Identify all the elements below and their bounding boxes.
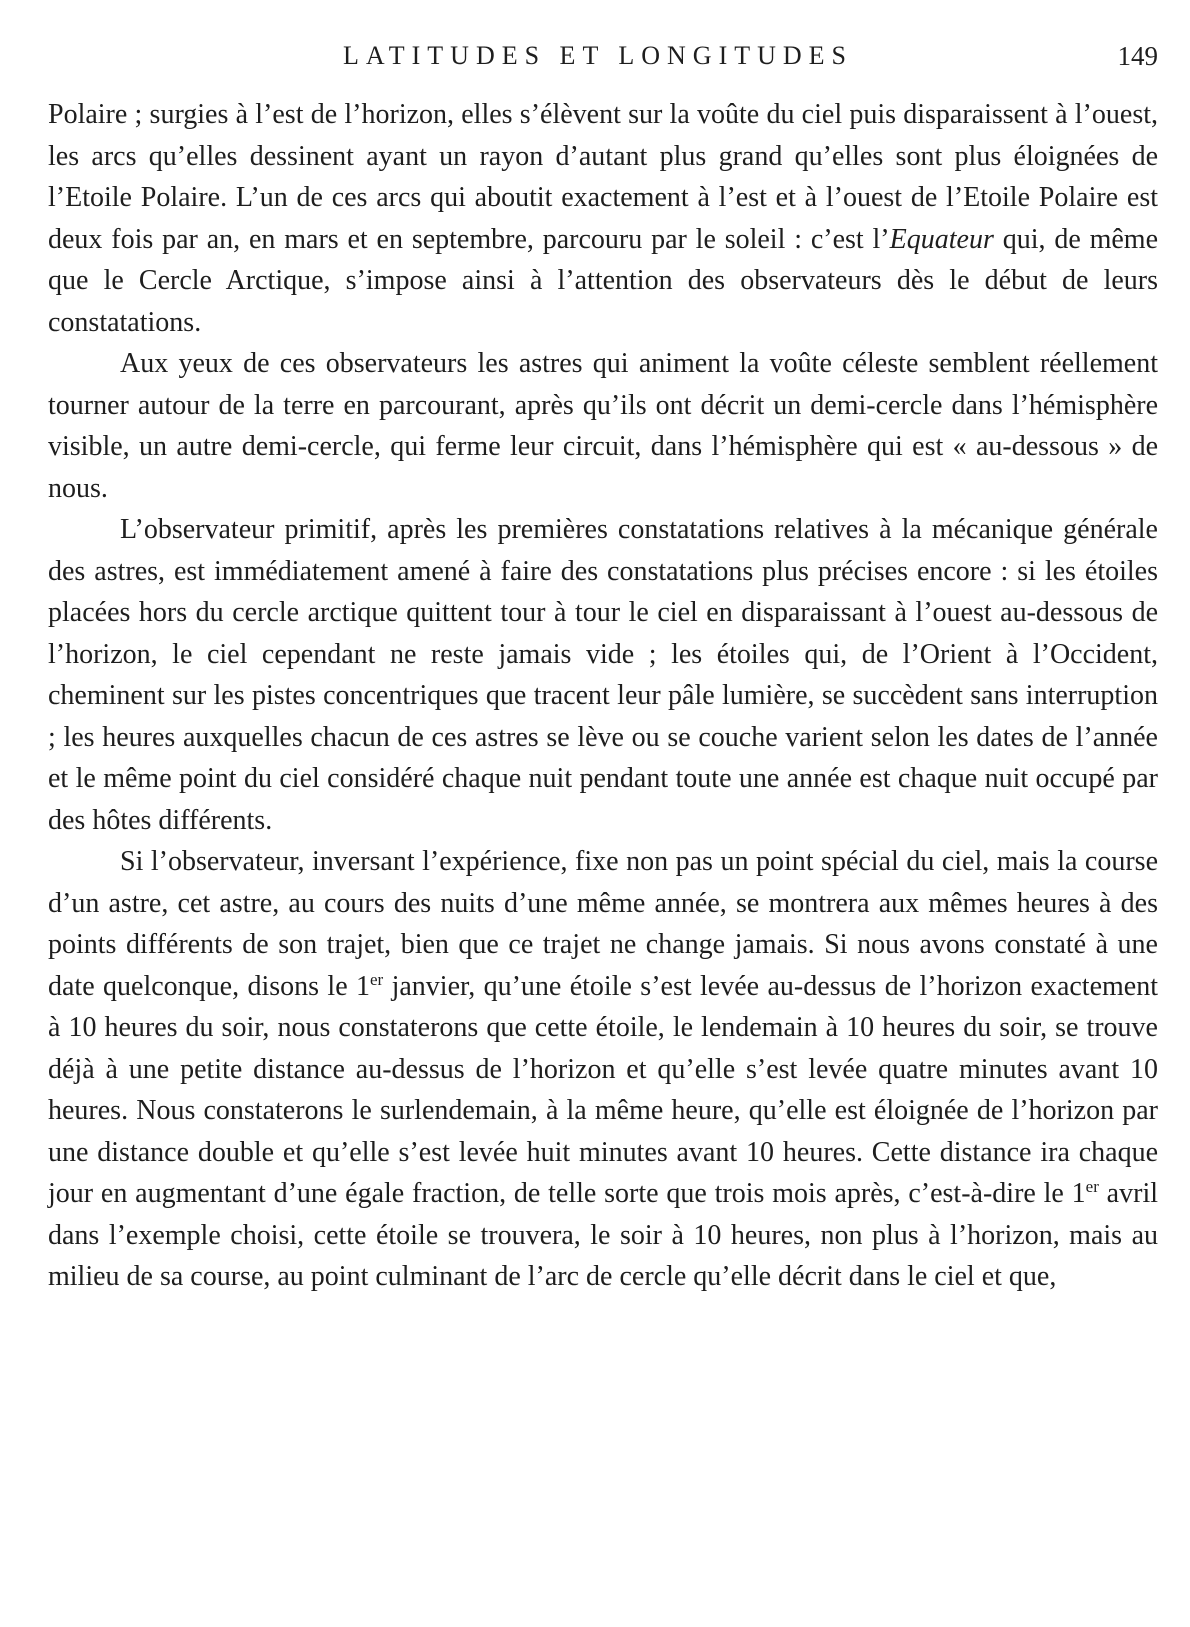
book-page	[48, 36, 1158, 1298]
paragraph	[48, 841, 1158, 1298]
page-number: 149	[1117, 41, 1158, 71]
running-title: LATITUDES ET LONGITUDES	[342, 41, 854, 70]
paragraph	[48, 94, 1158, 343]
italic-term: Equateur	[889, 223, 994, 255]
paragraph-text: L’observateur primitif, après les premières constatations relatives à la mécanique générale des astres, est immédiatement amené à faire des constatations plus précises encore : si les étoiles placées hors du cercle arctique quittent tour à tour le ciel en disparaissant à l’ouest au-dessous de l’horizon, le ciel cependant ne reste jamais vide ; les étoiles qui, de l’Orient à l’Occident, cheminent sur les pistes concentriques que tracent leur pâle lumière, se succèdent sans interruption ; les heures auxquelles chacun de ces astres se lève ou se couche varient selon les dates de l’année et le même point du ciel considéré chaque nuit pendant toute une année est chaque nuit occupé par des hôtes différents.	[48, 514, 1158, 836]
ordinal-superscript: er	[1085, 1177, 1099, 1196]
paragraph	[48, 343, 1158, 509]
ordinal-superscript: er	[370, 969, 384, 989]
paragraph	[48, 509, 1158, 841]
body-text	[48, 94, 1158, 1298]
paragraph-text: Aux yeux de ces observateurs les astres qui animent la voûte céleste semblent réellement tourner autour de la terre en parcourant, après qu’ils ont décrit un demi-cercle dans l’hémisphère visible, un autre demi-cercle, qui ferme leur circuit, dans l’hémisphère qui est « au-dessous » de nous.	[48, 348, 1158, 504]
paragraph-text: janvier, qu’une étoile s’est levée au-dessus de l’horizon exactement à 10 heures du soir, nous constaterons que cette étoile, le lendemain à 10 heures du soir, se trouve déjà à une petite distance au-dessus de l’horizon et qu’elle s’est levée quatre minutes avant 10 heures. Nous constaterons le surlendemain, à la même heure, qu’elle est éloignée de l’horizon par une distance double et qu’elle s’est levée huit minutes avant 10 heures. Cette distance ira chaque jour en augmentant d’une égale fraction, de telle sorte que trois mois après, c’est-à-dire le 1	[48, 970, 1158, 1209]
paragraph-text: Polaire ; surgies à l’est de l’horizon, elles s’élèvent sur la voûte du ciel puis disparaissent à l’ouest, les arcs qu’elles dessinent ayant un rayon d’autant plus grand qu’elles sont plus éloignées de l’Etoile Polaire. L’un de ces arcs qui aboutit exactement à l’est et à l’ouest de l’Etoile Polaire est deux fois par an, en mars et en septembre, parcouru par le soleil : c’est l’	[48, 99, 1158, 255]
paragraph-text: Si l’observateur, inversant l’expérience, fixe non pas un point spécial du ciel, mais la course d’un astre, cet astre, au cours des nuits d’une même année, se montrera aux mêmes heures à des points différents de son trajet, bien que ce trajet ne change jamais. Si nous avons constaté à une date quelconque, disons le 1	[48, 846, 1158, 1002]
paragraph-text: avril dans l’exemple choisi, cette étoile se trouvera, le soir à 10 heures, non plus à l’horizon, mais au milieu de sa course, au point culminant de l’arc de cercle qu’elle décrit dans le ciel et que,	[48, 1178, 1158, 1292]
running-header	[48, 36, 1158, 76]
paragraph-text: qui, de même que le Cercle Arctique, s’impose ainsi à l’attention des observateurs dès le début de leurs constatations.	[48, 223, 1159, 338]
